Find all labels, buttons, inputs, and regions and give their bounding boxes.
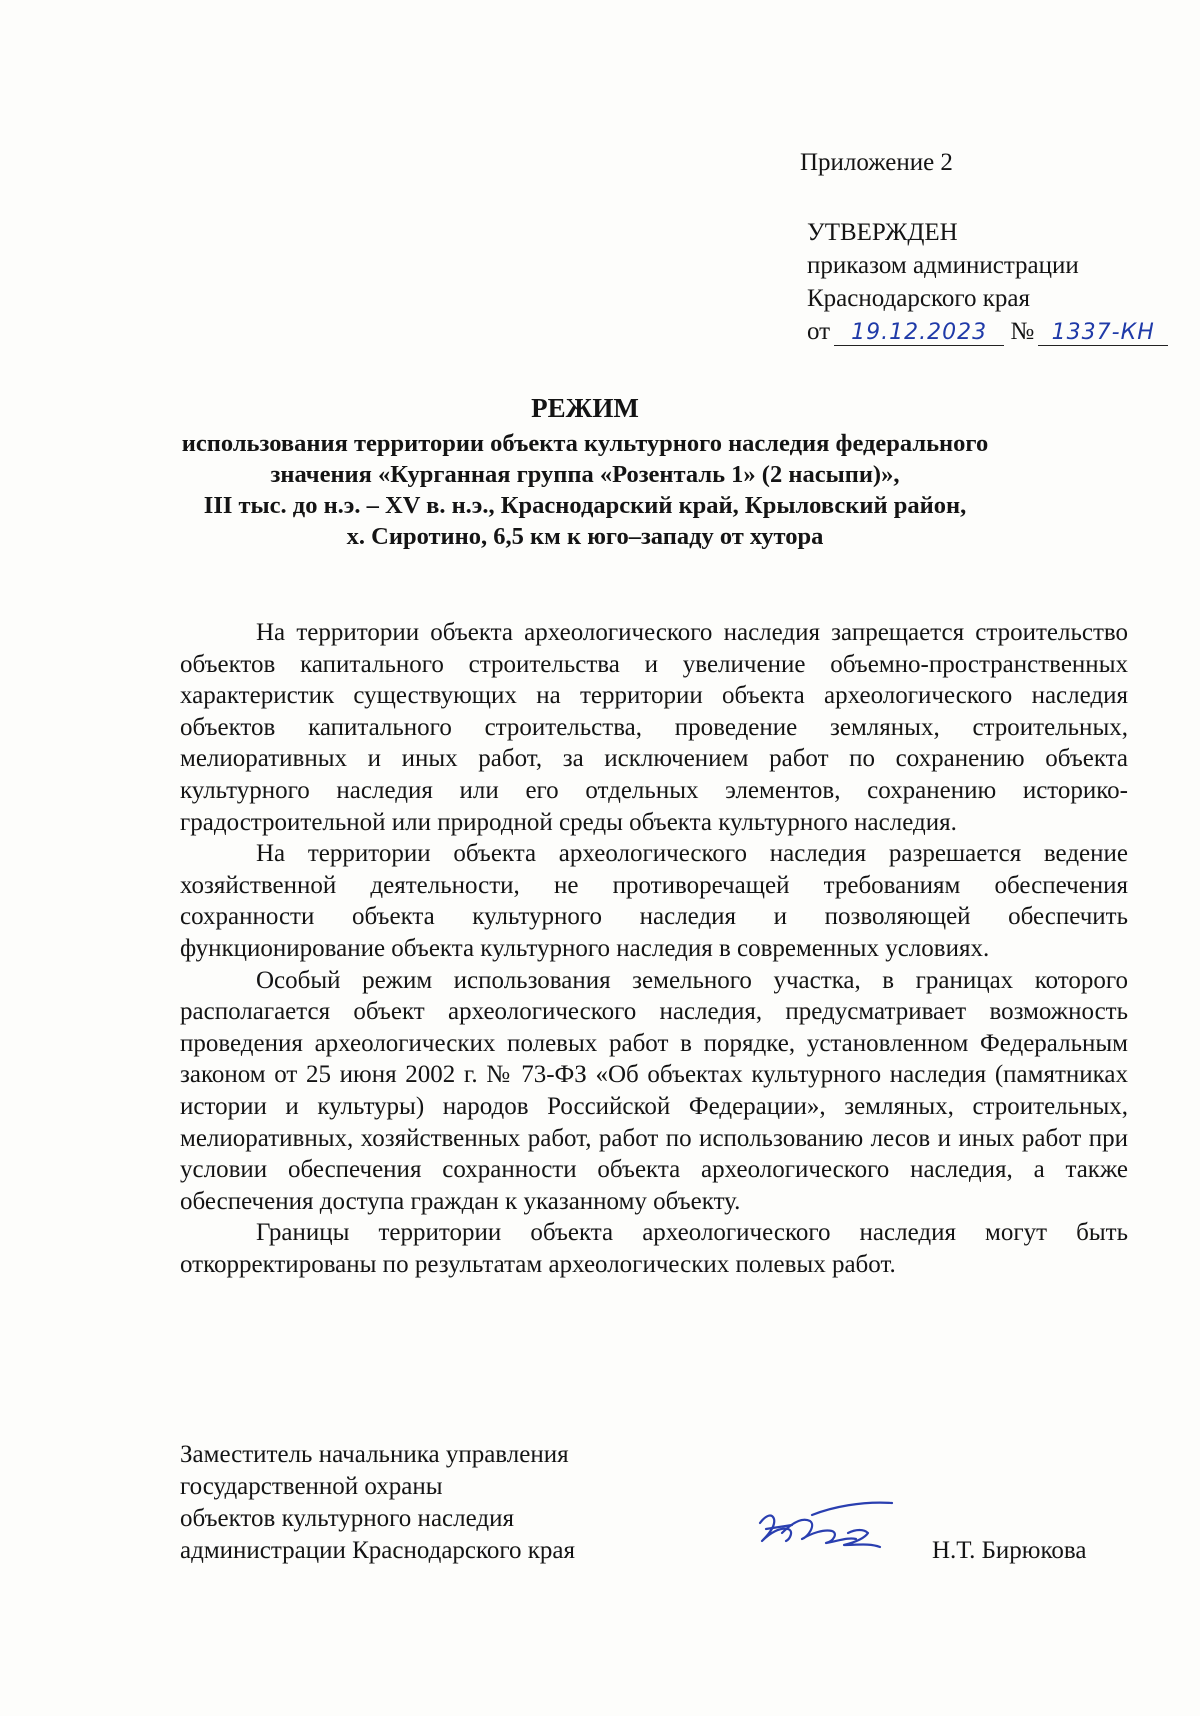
- title-line-4: х. Сиротино, 6,5 км к юго–западу от хутора: [346, 523, 824, 550]
- handwritten-signature: [752, 1493, 902, 1563]
- title-line-2: значения «Курганная группа «Розенталь 1» (2 насыпи)»,: [270, 461, 900, 488]
- approval-status: УТВЕРЖДЕН: [807, 219, 958, 246]
- paragraph-prohibitions: На территории объекта археологического наследия запрещается строительство объектов капитального строительства и увеличение объемно-пространственных характеристик существующих на территории объекта археологического наследия объектов капитального строительства, проведение земляных, строительных, мелиоративных и иных работ, за исключением работ по сохранению объекта культурного наследия или его отдельных элементов, сохранению историко-градостроительной или природной среды объекта культурного наследия.: [180, 619, 1128, 836]
- paragraph-permitted-activity: На территории объекта археологического наследия разрешается ведение хозяйственной деятельности, не противоречащей требованиям обеспечения сохранности объекта культурного наследия и позволяющей обеспечить функционирование объекта культурного наследия в современных условиях.: [180, 840, 1128, 962]
- approval-line-2: Краснодарского края: [807, 285, 1030, 312]
- signer-name: Н.Т. Бирюкова: [932, 1537, 1087, 1564]
- signer-position-line-1: Заместитель начальника управления: [180, 1441, 569, 1468]
- number-prefix: №: [1010, 318, 1035, 345]
- title-main: РЕЖИМ: [531, 393, 639, 423]
- handwritten-date: 19.12.2023: [834, 321, 1004, 346]
- handwritten-number: 1337-КН: [1038, 321, 1168, 346]
- document-body: [180, 617, 1128, 1280]
- appendix-label: Приложение 2: [800, 149, 953, 176]
- signer-position: [180, 1439, 575, 1567]
- signer-position-line-4: администрации Краснодарского края: [180, 1537, 576, 1564]
- date-prefix: от: [807, 318, 831, 345]
- approval-stamp-block: [807, 216, 1168, 348]
- approval-date-line: [807, 315, 1168, 348]
- title-line-3: III тыс. до н.э. – XV в. н.э., Краснодарский край, Крыловский район,: [203, 492, 967, 519]
- title-line-1: использования территории объекта культурного наследия федерального: [181, 430, 989, 457]
- approval-line-1: приказом администрации: [807, 252, 1079, 279]
- paragraph-boundaries: Границы территории объекта археологического наследия могут быть откорректированы по результатам археологических полевых работ.: [180, 1219, 1128, 1278]
- document-title: [150, 390, 1020, 552]
- signer-position-line-3: объектов культурного наследия: [180, 1505, 514, 1532]
- paragraph-special-regime: Особый режим использования земельного участка, в границах которого располагается объект археологического наследия, предусматривает возможность проведения археологических полевых работ в порядке, установленном Федеральным законом от 25 июня 2002 г. № 73-ФЗ «Об объектах культурного наследия (памятниках истории и культуры) народов Российской Федерации», земляных, строительных, мелиоративных, хозяйственных работ, работ по использованию лесов и иных работ при условии обеспечения сохранности объекта археологического наследия, а также обеспечения доступа граждан к указанному объекту.: [180, 966, 1128, 1215]
- signer-position-line-2: государственной охраны: [180, 1473, 443, 1500]
